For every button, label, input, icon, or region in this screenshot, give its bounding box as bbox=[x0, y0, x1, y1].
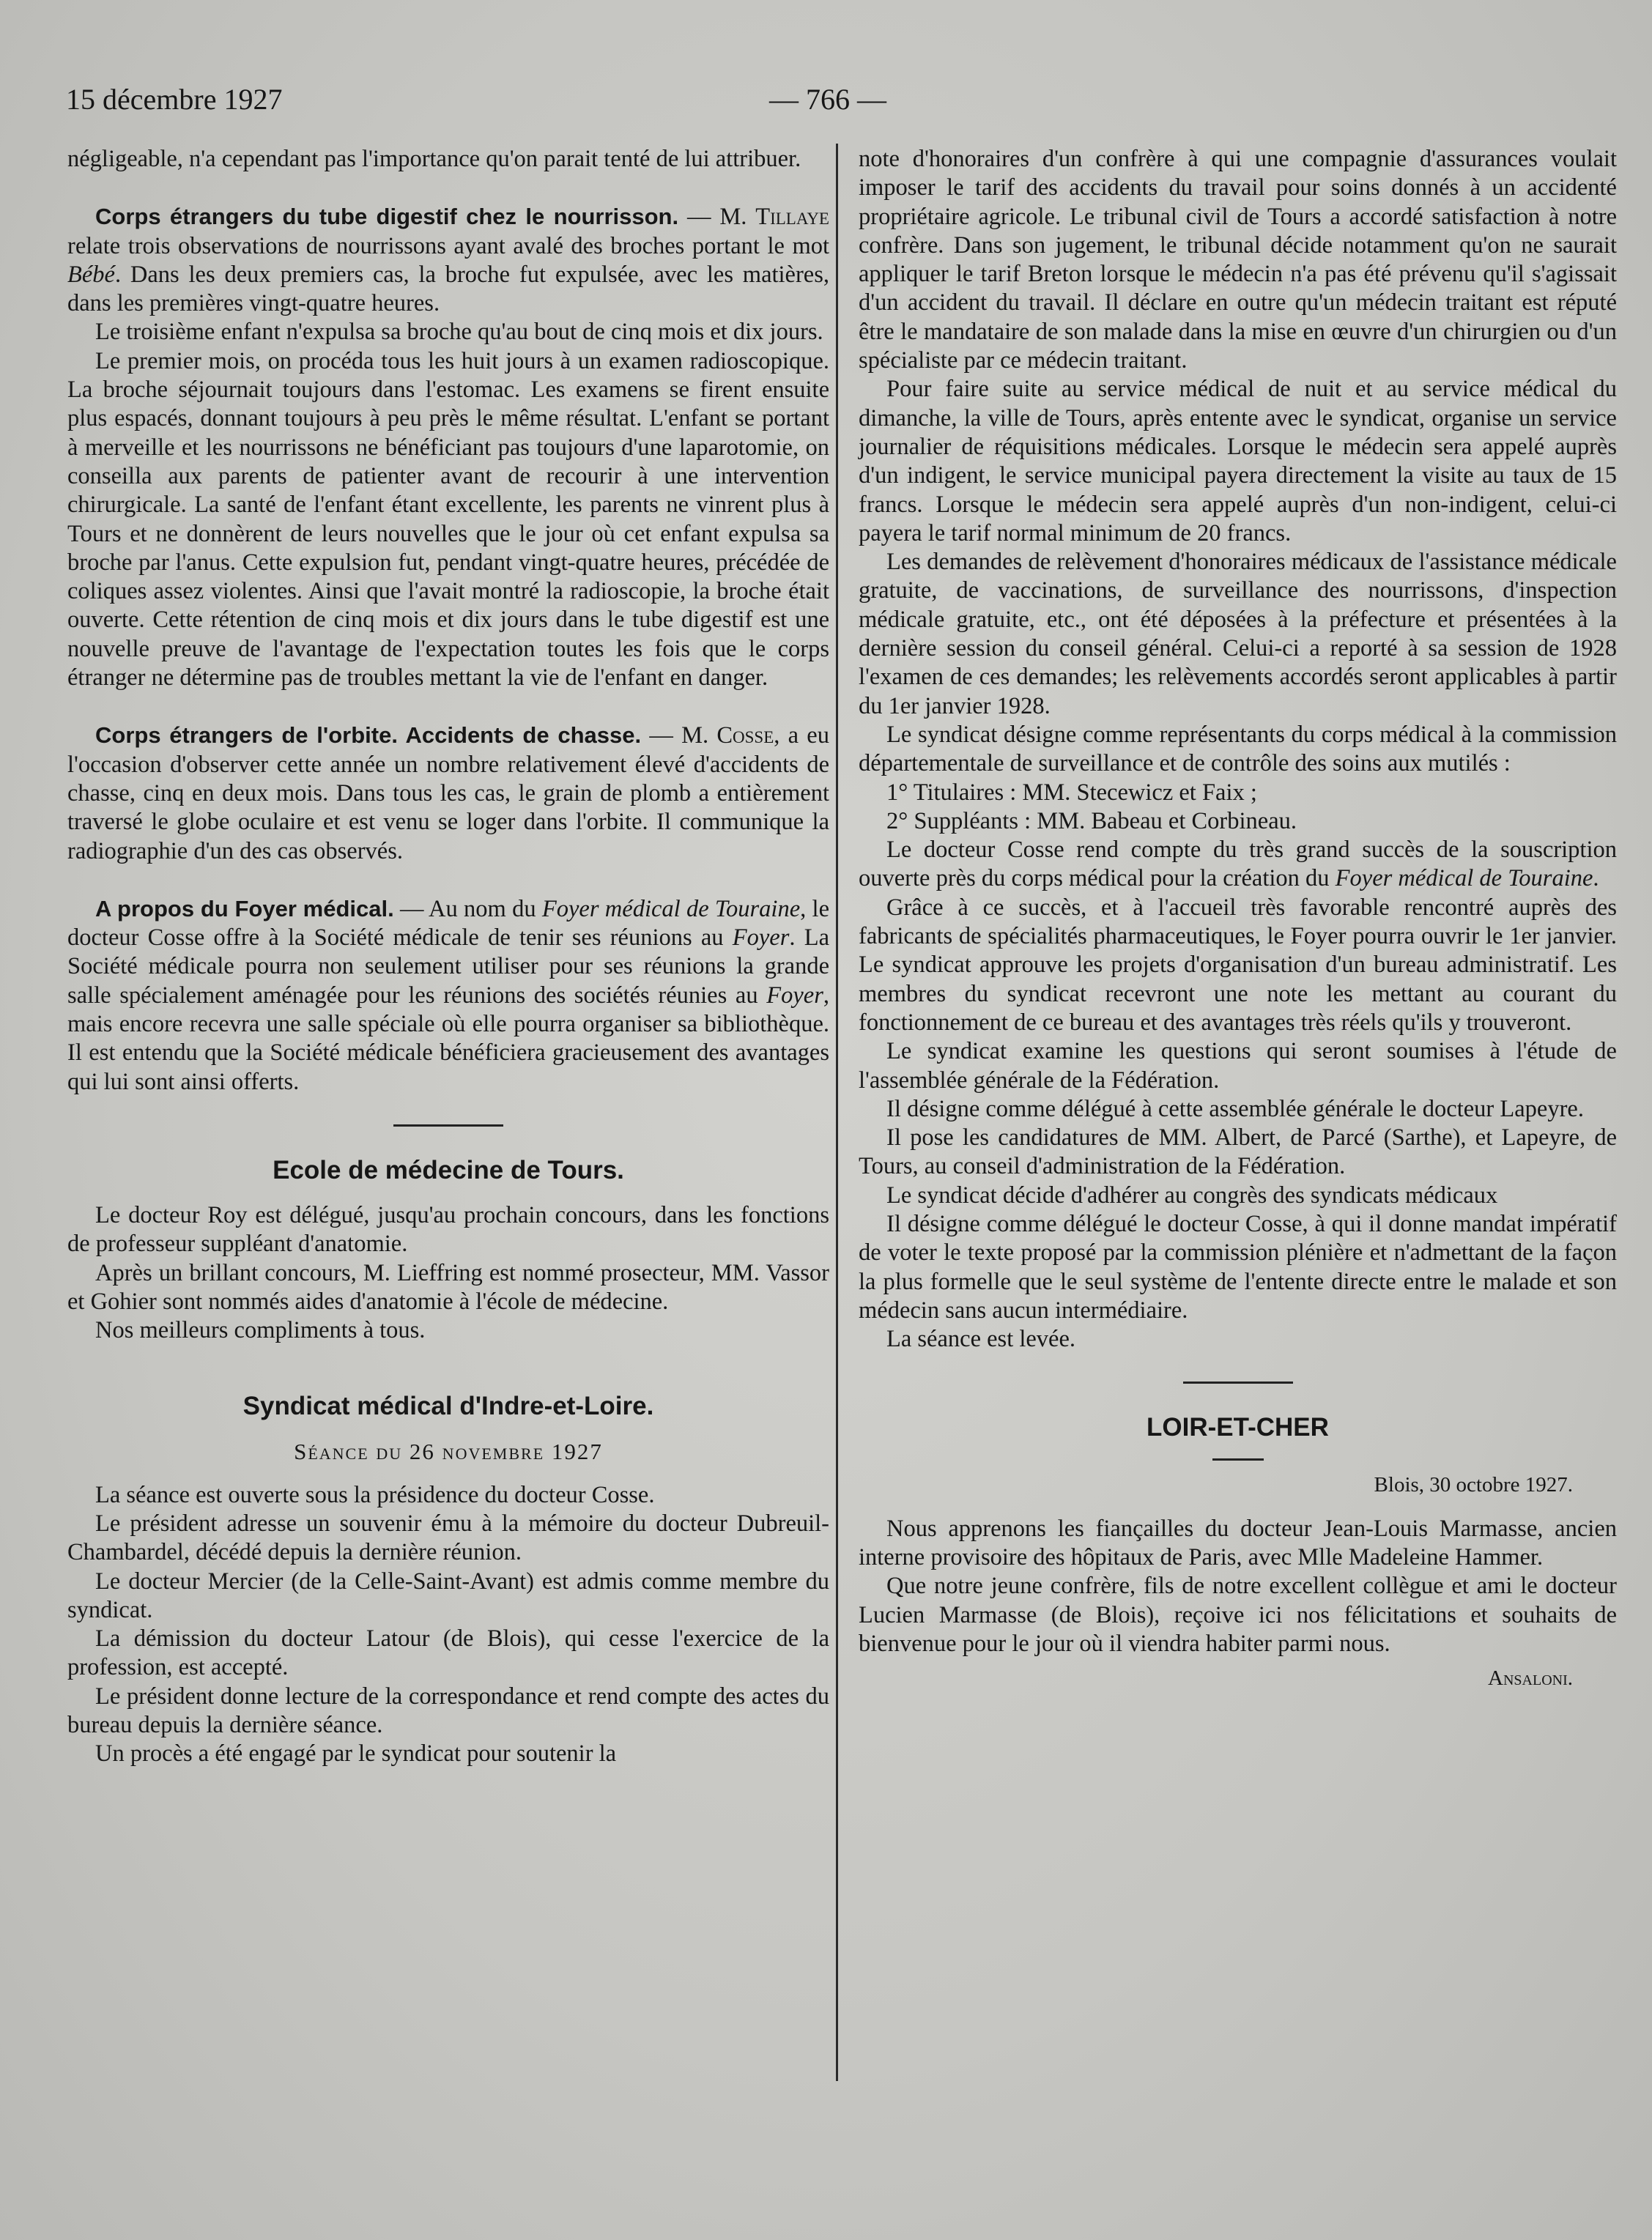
paragraph: La séance est levée. bbox=[886, 1326, 1076, 1353]
paragraph: Que notre jeune confrère, fils de notre excellent collègue et ami le docteur Lucien Marmasse (de Blois), reçoive ici nos félicitations et souhaits de bienvenue pour le jour où il viendra habiter parmi nous. bbox=[859, 1573, 1617, 1657]
section-separator bbox=[1183, 1382, 1293, 1384]
section-separator bbox=[393, 1124, 503, 1127]
paragraph: négligeable, n'a cependant pas l'importance qu'on parait tenté de lui attribuer. bbox=[67, 146, 801, 172]
article-heading: Corps étrangers de l'orbite. Accidents de chasse. bbox=[95, 722, 642, 749]
paragraph: Le syndicat examine les questions qui seront soumises à l'étude de l'assemblée générale de la Fédération. bbox=[859, 1038, 1617, 1094]
paragraph: Le troisième enfant n'expulsa sa broche qu'au bout de cinq mois et dix jours. bbox=[95, 319, 823, 346]
paragraph: note d'honoraires d'un confrère à qui une compagnie d'assurances voulait imposer le tarif des accidents du travail pour soins donnés à un accidenté propriétaire agricole. Le tribunal civil de Tours a accordé satisfaction à notre confrère. Dans son jugement, le tribunal décide notamment qu'on ne saurait appliquer le tarif Breton lorsque le médecin n'a pas été prévenu qu'il s'agissait d'un accident du travail. Il déclare en outre qu'un médecin traitant est réputé être le mandataire de son malade dans la mise en œuvre d'un chirurgien ou d'un spécialiste par ce médecin traitant. bbox=[859, 146, 1617, 374]
page-number: — 766 — bbox=[769, 83, 886, 116]
paragraph: Le syndicat décide d'adhérer au congrès des syndicats médicaux bbox=[886, 1182, 1498, 1209]
paragraph: Le docteur Mercier (de la Celle-Saint-Avant) est admis comme membre du syndicat. bbox=[67, 1568, 829, 1623]
paragraph: Le syndicat désigne comme représentants du corps médical à la commission départementale de surveillance et de contrôle des soins aux mutilés : bbox=[859, 721, 1617, 777]
article-corps-etrangers-orbite: Corps étrangers de l'orbite. Accidents de chasse. — M. Cosse, a eu l'occasion d'observer cette année un nombre relativement élevé d'accidents de chasse, cinq en deux mois. Dans tous les cas, le grain de plomb a entièrement traversé le globe oculaire et est venu se loger dans l'orbite. Il communique la radiographie d'un des cas observés. bbox=[67, 722, 829, 864]
paragraph: Le docteur Roy est délégué, jusqu'au prochain concours, dans les fonctions de professeur suppléant d'anatomie. bbox=[67, 1201, 829, 1258]
paragraph: Il désigne comme délégué le docteur Cosse, à qui il donne mandat impératif de voter le texte proposé par la commission plénière et n'admettant de la façon la plus formelle que le seul système de l'entente directe entre le malade et son médecin sans aucun intermédiaire. bbox=[859, 1210, 1617, 1324]
paragraph: Un procès a été engagé par le syndicat pour soutenir la bbox=[95, 1740, 617, 1768]
article-foyer-medical: A propos du Foyer médical. — Au nom du Foyer médical de Touraine, le docteur Cosse offre à la Société médicale de tenir ses réunions au Foyer. La Société médicale pourra non seulement utiliser pour ses réunions la grande salle spécialement aménagée pour les réunions des sociétés réunies au Foyer, mais encore recevra une salle spéciale où elle pourra organiser sa bibliothèque. Il est entendu que la Société médicale bénéficiera gracieusement des avantages qui lui sont ainsi offerts. bbox=[67, 895, 829, 1095]
article-heading: Corps étrangers du tube digestif chez le nourrisson. bbox=[95, 204, 679, 230]
paragraph: Après un brillant concours, M. Lieffring est nommé prosecteur, MM. Vassor et Gohier sont nommés aides d'anatomie à l'école de médecine. bbox=[67, 1259, 829, 1315]
section-title-syndicat: Syndicat médical d'Indre-et-Loire. bbox=[242, 1392, 654, 1421]
section-title-ecole: Ecole de médecine de Tours. bbox=[273, 1155, 624, 1184]
seance-date: Séance du 26 novembre 1927 bbox=[294, 1439, 603, 1465]
page-header bbox=[66, 82, 1604, 126]
column-divider bbox=[836, 144, 838, 2081]
paragraph: Il désigne comme délégué à cette assemblée générale le docteur Lapeyre. bbox=[886, 1095, 1584, 1122]
paragraph: Le président adresse un souvenir ému à la mémoire du docteur Dubreuil-Chambardel, décédé depuis la dernière réunion. bbox=[67, 1510, 829, 1566]
paragraph: La séance est ouverte sous la présidence du docteur Cosse. bbox=[95, 1481, 655, 1508]
paragraph: Le premier mois, on procéda tous les huit jours à un examen radioscopique. La broche séjournait toujours dans l'estomac. Les examens se firent ensuite plus espacés, donnant toujours à peu près le même résultat. L'enfant se portant à merveille et les nourrissons ne bénéficiant pas toujours d'une laparotomie, on conseilla aux parents de patienter avant de recourir à une intervention chirurgicale. La santé de l'enfant étant excellente, les parents ne vinrent plus à Tours et ne donnèrent de leurs nouvelles que le jour où cet enfant expulsa sa broche par l'anus. Cette expulsion fut, pendant vingt-quatre heures, précédée de coliques assez violentes. Ainsi que l'avait montré la radioscopie, la broche était ouverte. Cette rétention de cinq mois et dix jours dans le tube digestif est une nouvelle preuve de l'avantage de l'expectation toutes les fois que le corps étranger ne détermine pas de troubles mettant la vie de l'enfant en danger. bbox=[67, 347, 829, 691]
paragraph: Grâce à ce succès, et à l'accueil très favorable rencontré auprès des fabricants de spécialités pharmaceutiques, le Foyer pourra ouvrir le 1er janvier. Le syndicat approuve les projets d'organisation d'un bureau administratif. Les membres du syndicat recevront une note les mettant au courant du fonctionnement de ce bureau et des avantages très réels qu'ils y trouveront. bbox=[859, 894, 1617, 1036]
author-name: Tillaye bbox=[755, 204, 829, 231]
dateline: Blois, 30 octobre 1927. bbox=[1374, 1473, 1573, 1497]
paragraph: La démission du docteur Latour (de Blois), qui cesse l'exercice de la profession, est accepté. bbox=[67, 1625, 829, 1681]
paragraph: Nous apprenons les fiançailles du docteur Jean-Louis Marmasse, ancien interne provisoire des hôpitaux de Paris, avec Mlle Madeleine Hammer. bbox=[859, 1515, 1617, 1571]
left-column bbox=[67, 145, 829, 1769]
article-heading: A propos du Foyer médical. bbox=[95, 895, 394, 921]
title-underline bbox=[1212, 1458, 1264, 1461]
article-corps-etrangers-tube: Corps étrangers du tube digestif chez le nourrisson. — M. Tillaye relate trois observations de nourrissons ayant avalé des broches portant le mot Bébé. Dans les deux premiers cas, la broche fut expulsée, avec les matières, dans les premières vingt-quatre heures. bbox=[67, 204, 829, 317]
paragraph: 1° Titulaires : MM. Stecewicz et Faix ; bbox=[886, 779, 1257, 806]
right-column bbox=[859, 145, 1617, 1694]
paragraph: Pour faire suite au service médical de nuit et au service médical du dimanche, la ville de Tours, après entente avec le syndicat, organise un service journalier de réquisitions médicales. Lorsque le médecin sera appelé auprès d'un indigent, le service municipal payera directement la visite au taux de 15 francs. Lorsque le médecin sera appelé auprès d'un non-indigent, celui-ci payera le tarif normal minimum de 20 francs. bbox=[859, 376, 1617, 546]
issue-date: 15 décembre 1927 bbox=[66, 83, 283, 116]
paragraph: 2° Suppléants : MM. Babeau et Corbineau. bbox=[886, 807, 1297, 834]
paragraph: Le président donne lecture de la correspondance et rend compte des actes du bureau depuis la dernière séance. bbox=[67, 1683, 829, 1739]
signature: Ansaloni. bbox=[1488, 1666, 1573, 1691]
author-name: Cosse bbox=[716, 722, 774, 749]
paragraph: Nos meilleurs compliments à tous. bbox=[95, 1317, 426, 1344]
section-title-loir-et-cher: LOIR-ET-CHER bbox=[1147, 1413, 1329, 1442]
paragraph: Les demandes de relèvement d'honoraires médicaux de l'assistance médicale gratuite, de vaccinations, de surveillance des nourrissons, d'inspection médicale gratuite, etc., ont été déposées à la préfecture et présentées à la dernière session du conseil général. Celui-ci a reporté à sa session de 1928 l'examen de ces demandes; les relèvements accordés seront applicables à partir du 1er janvier 1928. bbox=[859, 549, 1617, 719]
paragraph: Le docteur Cosse rend compte du très grand succès de la souscription ouverte près du corps médical pour la création du Foyer médical de Touraine. bbox=[859, 837, 1617, 892]
paragraph: Il pose les candidatures de MM. Albert, de Parcé (Sarthe), et Lapeyre, de Tours, au conseil d'administration de la Fédération. bbox=[859, 1124, 1617, 1180]
